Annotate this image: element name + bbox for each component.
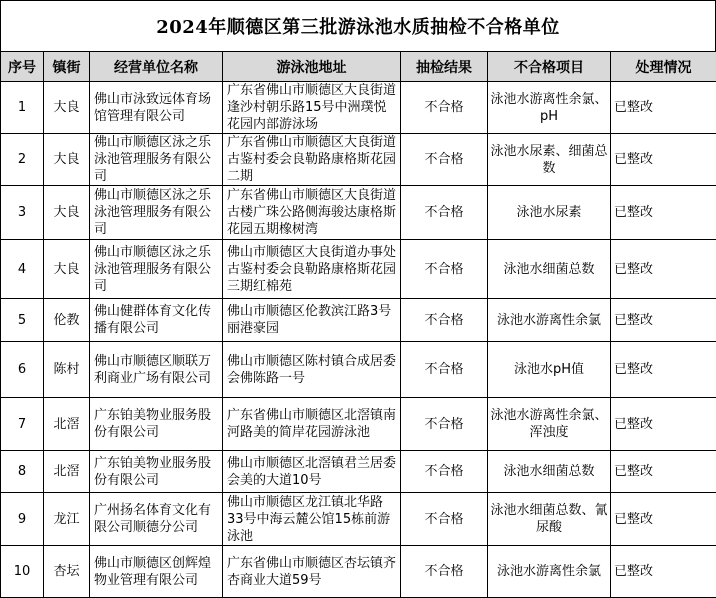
cell-no: 8: [1, 451, 44, 493]
cell-town: 大良: [44, 134, 90, 186]
cell-result: 不合格: [401, 342, 488, 398]
cell-town: 杏坛: [44, 546, 90, 598]
cell-town: 伦教: [44, 299, 90, 342]
cell-items: 泳池水尿素: [488, 186, 611, 240]
cell-unit: 佛山市顺德区泳之乐泳池管理服务有限公司: [90, 186, 223, 240]
header-cell-town: 镇街: [44, 52, 90, 82]
cell-no: 7: [1, 398, 44, 451]
cell-no: 2: [1, 134, 44, 186]
cell-items: 泳池水细菌总数、氰尿酸: [488, 493, 611, 546]
cell-no: 4: [1, 240, 44, 299]
cell-status: 已整改: [611, 493, 716, 546]
table-row: [1, 240, 716, 299]
cell-items: 泳池水游离性余氯、浑浊度: [488, 398, 611, 451]
cell-town: 陈村: [44, 342, 90, 398]
cell-address: 广东省佛山市顺德区北滘镇南河路美的简岸花园游泳池: [223, 398, 401, 451]
cell-status: 已整改: [611, 186, 716, 240]
cell-status: 已整改: [611, 451, 716, 493]
cell-items: 泳池水细菌总数: [488, 240, 611, 299]
cell-town: 大良: [44, 186, 90, 240]
cell-status: 已整改: [611, 82, 716, 134]
cell-town: 北滘: [44, 451, 90, 493]
cell-address: 广东省佛山市顺德区大良街道古鉴村委会良勒路康格斯花园二期: [223, 134, 401, 186]
header-cell-status: 处理情况: [611, 52, 716, 82]
cell-result: 不合格: [401, 451, 488, 493]
cell-items: 泳池水细菌总数: [488, 451, 611, 493]
header-cell-result: 抽检结果: [401, 52, 488, 82]
cell-result: 不合格: [401, 134, 488, 186]
cell-unit: 佛山市顺德区创辉煌物业管理有限公司: [90, 546, 223, 598]
cell-result: 不合格: [401, 398, 488, 451]
cell-address: 广东省佛山市顺德区杏坛镇齐杏商业大道59号: [223, 546, 401, 598]
cell-unit: 佛山市顺德区顺联万利商业广场有限公司: [90, 342, 223, 398]
cell-result: 不合格: [401, 546, 488, 598]
cell-address: 佛山市顺德区伦教滨江路3号丽港豪园: [223, 299, 401, 342]
inspection-table: [0, 51, 716, 598]
cell-unit: 广东铂美物业服务股份有限公司: [90, 451, 223, 493]
cell-unit: 佛山市顺德区泳之乐泳池管理服务有限公司: [90, 134, 223, 186]
cell-status: 已整改: [611, 240, 716, 299]
cell-no: 5: [1, 299, 44, 342]
table-row: [1, 82, 716, 134]
cell-address: 佛山市顺德区大良街道办事处古鉴村委会良勒路康格斯花园三期红棉苑: [223, 240, 401, 299]
cell-unit: 佛山健群体育文化传播有限公司: [90, 299, 223, 342]
header-row: [1, 52, 716, 82]
header-cell-no: 序号: [1, 52, 44, 82]
cell-unit: 佛山市顺德区泳之乐泳池管理服务有限公司: [90, 240, 223, 299]
cell-no: 3: [1, 186, 44, 240]
cell-town: 大良: [44, 240, 90, 299]
cell-address: 佛山市顺德区龙江镇北华路33号中海云麓公馆15栋前游泳池: [223, 493, 401, 546]
header-cell-items: 不合格项目: [488, 52, 611, 82]
table-row: [1, 398, 716, 451]
cell-items: 泳池水尿素、细菌总数: [488, 134, 611, 186]
cell-status: 已整改: [611, 546, 716, 598]
cell-town: 大良: [44, 82, 90, 134]
cell-town: 北滘: [44, 398, 90, 451]
cell-no: 6: [1, 342, 44, 398]
cell-unit: 佛山市泳致远体育场馆管理有限公司: [90, 82, 223, 134]
table-row: [1, 186, 716, 240]
cell-no: 9: [1, 493, 44, 546]
cell-result: 不合格: [401, 493, 488, 546]
cell-items: 泳池水游离性余氯: [488, 299, 611, 342]
cell-result: 不合格: [401, 240, 488, 299]
cell-unit: 广东铂美物业服务股份有限公司: [90, 398, 223, 451]
header-cell-address: 游泳池地址: [223, 52, 401, 82]
cell-status: 已整改: [611, 299, 716, 342]
cell-town: 龙江: [44, 493, 90, 546]
cell-result: 不合格: [401, 299, 488, 342]
table-row: [1, 342, 716, 398]
cell-no: 1: [1, 82, 44, 134]
sheet-title: 2024年顺德区第三批游泳池水质抽检不合格单位: [0, 0, 716, 51]
cell-items: 泳池水游离性余氯: [488, 546, 611, 598]
cell-result: 不合格: [401, 82, 488, 134]
cell-status: 已整改: [611, 398, 716, 451]
cell-unit: 广州扬名体育文化有限公司顺德分公司: [90, 493, 223, 546]
cell-status: 已整改: [611, 134, 716, 186]
cell-result: 不合格: [401, 186, 488, 240]
cell-items: 泳池水游离性余氯、pH: [488, 82, 611, 134]
table-row: [1, 493, 716, 546]
table-row: [1, 546, 716, 598]
cell-address: 佛山市顺德区北滘镇君兰居委会美的大道10号: [223, 451, 401, 493]
cell-status: 已整改: [611, 342, 716, 398]
table-row: [1, 134, 716, 186]
cell-no: 10: [1, 546, 44, 598]
header-cell-unit: 经营单位名称: [90, 52, 223, 82]
cell-address: 广东省佛山市顺德区大良街道古楼广珠公路侧海骏达康格斯花园五期橡树湾: [223, 186, 401, 240]
cell-items: 泳池水pH值: [488, 342, 611, 398]
table-row: [1, 451, 716, 493]
cell-address: 佛山市顺德区陈村镇合成居委会佛陈路一号: [223, 342, 401, 398]
cell-address: 广东省佛山市顺德区大良街道逢沙村朝乐路15号中洲璞悦花园内部游泳场: [223, 82, 401, 134]
table-row: [1, 299, 716, 342]
